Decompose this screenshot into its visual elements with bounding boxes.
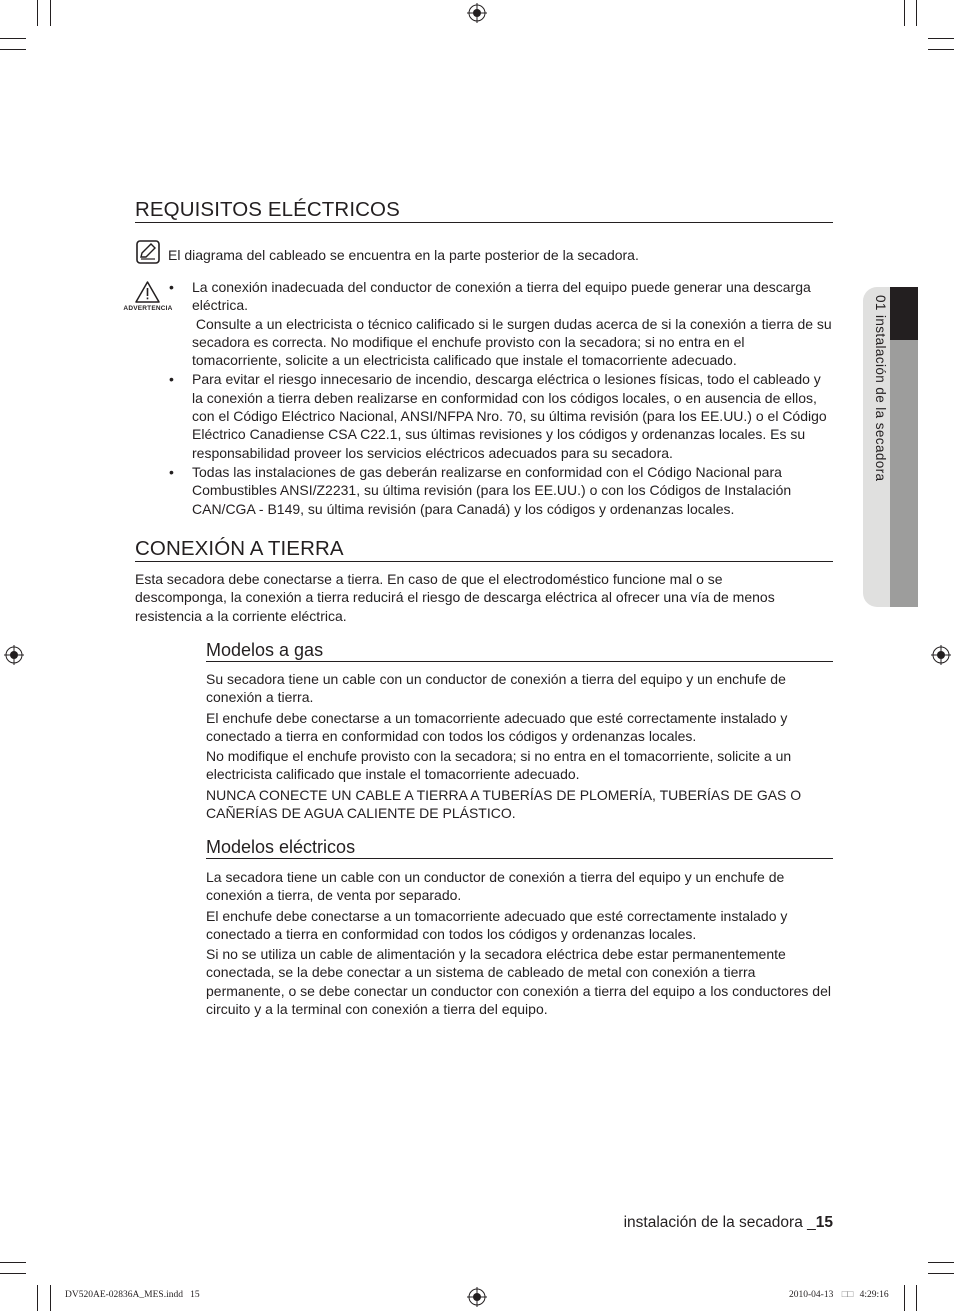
electric-paragraphs bbox=[206, 868, 833, 1018]
slug-boxes: □□ bbox=[841, 1290, 854, 1300]
list-item bbox=[166, 278, 834, 369]
bullet-text: La conexión inadecuada del conductor de conexión a tierra del equipo puede generar una descarga eléctrica. bbox=[192, 279, 811, 314]
paragraph: El enchufe debe conectarse a un tomacorriente adecuado que esté correctamente instalado y conectado a tierra en conformidad con todos los códigos y ordenanzas locales. bbox=[206, 907, 788, 942]
footer-section: instalación de la secadora _ bbox=[623, 1214, 816, 1231]
crop-mark bbox=[0, 1262, 26, 1263]
crop-mark bbox=[37, 1285, 38, 1311]
list-item bbox=[166, 370, 834, 461]
crop-mark bbox=[928, 1262, 954, 1263]
registration-mark-icon bbox=[4, 645, 24, 665]
crop-mark bbox=[0, 1273, 26, 1274]
crop-mark bbox=[904, 1285, 905, 1311]
page-footer bbox=[624, 1214, 833, 1232]
crop-mark bbox=[37, 0, 38, 26]
paragraph: No modifique el enchufe provisto con la secadora; si no entra en el tomacorriente, solicite a un electricista calificado que instale el tomacorriente adecuado. bbox=[206, 748, 792, 783]
crop-mark bbox=[904, 0, 905, 26]
crop-mark bbox=[928, 49, 954, 50]
chapter-tab-marker bbox=[890, 287, 918, 340]
section-title-conexion: CONEXIÓN A TIERRA bbox=[135, 537, 833, 562]
warning-triangle-icon bbox=[135, 281, 160, 303]
warning-bullet-list bbox=[166, 278, 834, 519]
paragraph: El enchufe debe conectarse a un tomacorriente adecuado que esté correctamente instalado y conectado a tierra en conformidad con todos los códigos y ordenanzas locales. bbox=[206, 709, 788, 744]
bullet-text: Para evitar el riesgo innecesario de incendio, descarga eléctrica o lesiones físicas, todo el cableado y la conexión a tierra deben realizarse en conformidad con los códigos locales, o en ausencia de ellos, con el Código Eléctrico Nacional, ANSI/NFPA Nro. 70, su última revisión (para los EE.UU.) o el Código Eléctrico Canadiense CSA C22.1, sus últimas revisiones y los códigos y ordenanzas locales. Es su responsabilidad proveer los servicios eléctricos adecuados para su secadora. bbox=[192, 371, 827, 461]
registration-mark-icon bbox=[931, 645, 951, 665]
paragraph: Si no se utiliza un cable de alimentación y la secadora eléctrica debe estar permanentemente conectada, se la debe conectar a un sistema de cableado de metal con conexión a tierra permanente, o se debe conectar un conductor con conexión a tierra del equipo a los conductores del circuito y a la terminal con conexión a tierra del equipo. bbox=[206, 946, 831, 1018]
crop-mark bbox=[0, 38, 26, 39]
slug-time: 4:29:16 bbox=[859, 1290, 889, 1300]
crop-mark bbox=[928, 1273, 954, 1274]
bullet-text: Consulte a un electricista o técnico calificado si le surgen dudas acerca de si la conexión a tierra de su secadora es correcta. No modifique el enchufe provisto con la secadora; si no entra en el tomacorriente, solicite a un electricista calificado que instale el tomacorriente adecuado. bbox=[192, 315, 836, 369]
note-text: El diagrama del cableado se encuentra en la parte posterior de la secadora. bbox=[168, 247, 639, 263]
gas-paragraphs bbox=[206, 670, 833, 822]
paragraph: La secadora tiene un cable con un conductor de conexión a tierra del equipo y un enchufe de conexión a tierra, de venta por separado. bbox=[206, 869, 785, 904]
crop-mark bbox=[928, 38, 954, 39]
note-pencil-icon bbox=[136, 240, 160, 264]
warning-label: ADVERTENCIA bbox=[123, 305, 173, 312]
slug-date bbox=[789, 1290, 889, 1300]
registration-mark-icon bbox=[467, 3, 487, 23]
registration-mark-icon bbox=[467, 1287, 487, 1307]
page-number: 15 bbox=[815, 1214, 833, 1231]
subsection-title-electricos: Modelos eléctricos bbox=[206, 837, 833, 859]
crop-mark bbox=[916, 1285, 917, 1311]
bullet-dot: • bbox=[169, 463, 174, 480]
section-title-requisitos: REQUISITOS ELÉCTRICOS bbox=[135, 198, 833, 223]
paragraph: Su secadora tiene un cable con un conductor de conexión a tierra del equipo y un enchufe de conexión a tierra. bbox=[206, 671, 786, 706]
list-item bbox=[166, 463, 834, 518]
paragraph: NUNCA CONECTE UN CABLE A TIERRA A TUBERÍAS DE PLOMERÍA, TUBERÍAS DE GAS O CAÑERÍAS DE AGUA CALIENTE DE PLÁSTICO. bbox=[206, 786, 802, 822]
crop-mark bbox=[50, 0, 51, 26]
crop-mark bbox=[0, 49, 26, 50]
bullet-dot: • bbox=[169, 371, 174, 388]
crop-mark bbox=[916, 0, 917, 26]
chapter-tab-bar bbox=[890, 340, 918, 607]
bullet-dot: • bbox=[169, 279, 174, 295]
slug-filename: DV520AE-02836A_MES.indd 15 bbox=[65, 1290, 200, 1300]
section-intro: Esta secadora debe conectarse a tierra. En caso de que el electrodoméstico funcione mal o se descomponga, la conexión a tierra reducirá el riesgo de descarga eléctrica al ofrecer una vía de menos resistencia a la corriente eléctrica. bbox=[135, 571, 775, 624]
crop-mark bbox=[50, 1285, 51, 1311]
bullet-text: Todas las instalaciones de gas deberán realizarse en conformidad con el Código Nacional para Combustibles ANSI/Z2231, su última revisión (para los EE.UU.) o con los Códigos de Instalación CAN/CGA - B149, su última revisión (para Canadá) y los códigos y ordenanzas locales. bbox=[192, 463, 792, 517]
slug-date-value: 2010-04-13 bbox=[789, 1290, 834, 1300]
chapter-tab-label: 01 instalación de la secadora bbox=[873, 295, 888, 482]
subsection-title-gas: Modelos a gas bbox=[206, 640, 833, 662]
